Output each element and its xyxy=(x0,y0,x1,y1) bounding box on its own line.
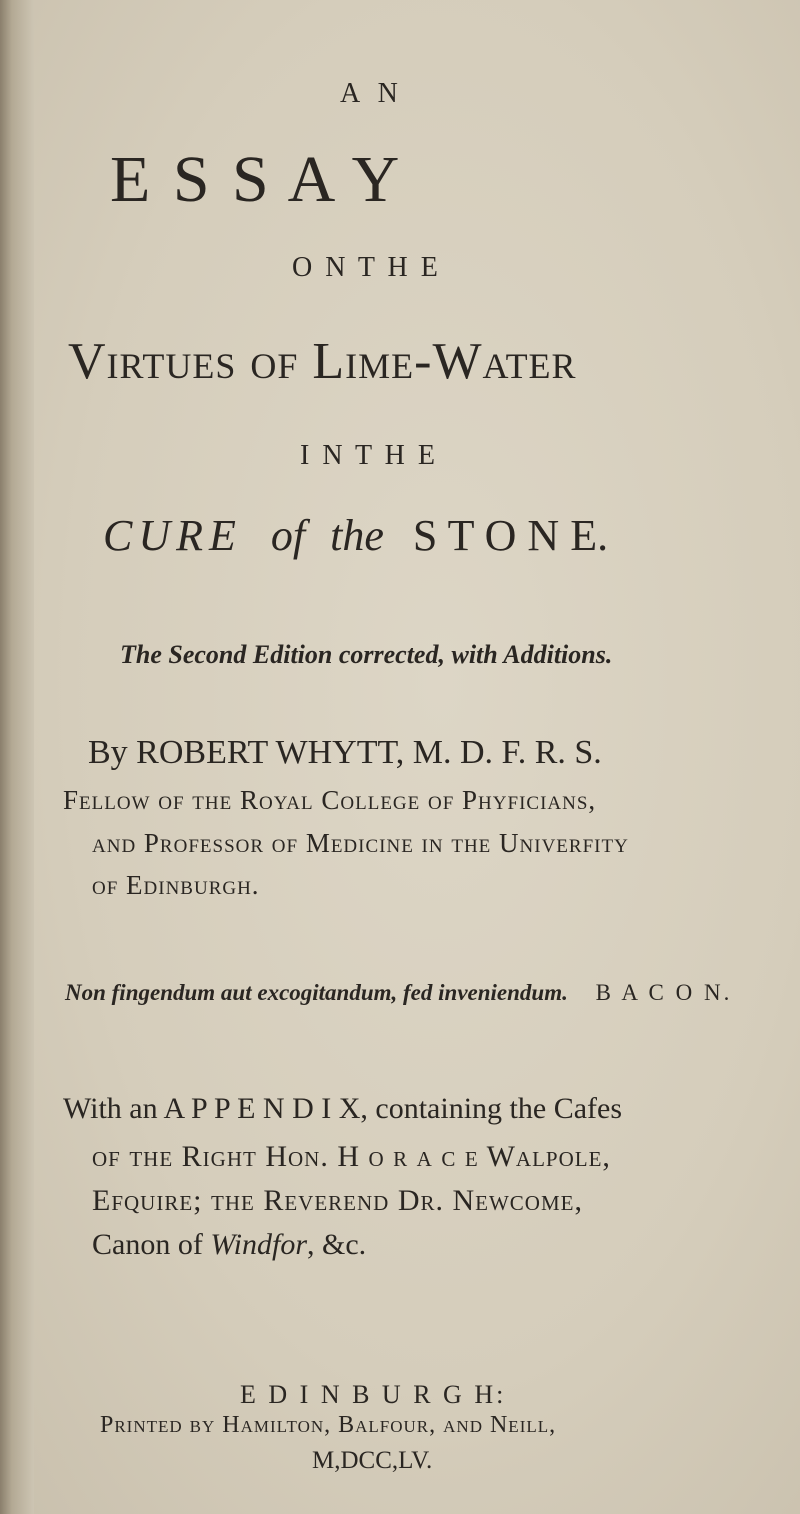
windsor: Windfor xyxy=(210,1228,308,1261)
imprint-year: M,DCC,LV. xyxy=(312,1447,433,1474)
author-line: By ROBERT WHYTT, M. D. F. R. S. xyxy=(88,734,602,771)
imprint-place: E D I N B U R G H: xyxy=(240,1380,507,1409)
line-virtues: Virtues of Lime-Water xyxy=(68,333,577,390)
appendix-line-1: With an A P P E N D I X, containing the Cafes xyxy=(63,1092,622,1125)
credentials-line-1: Fellow of the Royal College of Phyficians, xyxy=(63,785,597,815)
appendix-line-2: of the Right Hon. H o r a c e Walpole, xyxy=(92,1140,611,1173)
line-in-the: I N T H E xyxy=(300,440,438,471)
binding-gutter xyxy=(0,0,34,1514)
motto-author: B A C O N. xyxy=(595,980,733,1005)
stone-word: S T O N E. xyxy=(412,511,609,560)
line-essay: E S S A Y xyxy=(110,143,400,216)
motto-line xyxy=(65,980,732,1006)
line-cure xyxy=(103,510,608,561)
credentials-line-2: and Professor of Medicine in the Univerfity xyxy=(92,828,629,858)
imprint-printer: Printed by Hamilton, Balfour, and Neill, xyxy=(100,1412,557,1438)
edition-line: The Second Edition corrected, with Additions. xyxy=(120,640,613,669)
etc: , &c. xyxy=(307,1228,367,1261)
the-word: the xyxy=(330,511,384,560)
of-word: of xyxy=(270,511,306,560)
appendix-line-4 xyxy=(92,1228,366,1262)
canon-of: Canon of xyxy=(92,1228,211,1261)
line-on-the: O N T H E xyxy=(292,252,441,283)
appendix-line-3: Efquire; the Reverend Dr. Newcome, xyxy=(92,1184,583,1217)
cure-word: CURE xyxy=(103,511,242,560)
motto-text: Non fingendum aut excogitandum, fed inveniendum. xyxy=(65,980,568,1005)
line-an: A N xyxy=(340,78,404,109)
credentials-line-3: of Edinburgh. xyxy=(92,870,260,900)
